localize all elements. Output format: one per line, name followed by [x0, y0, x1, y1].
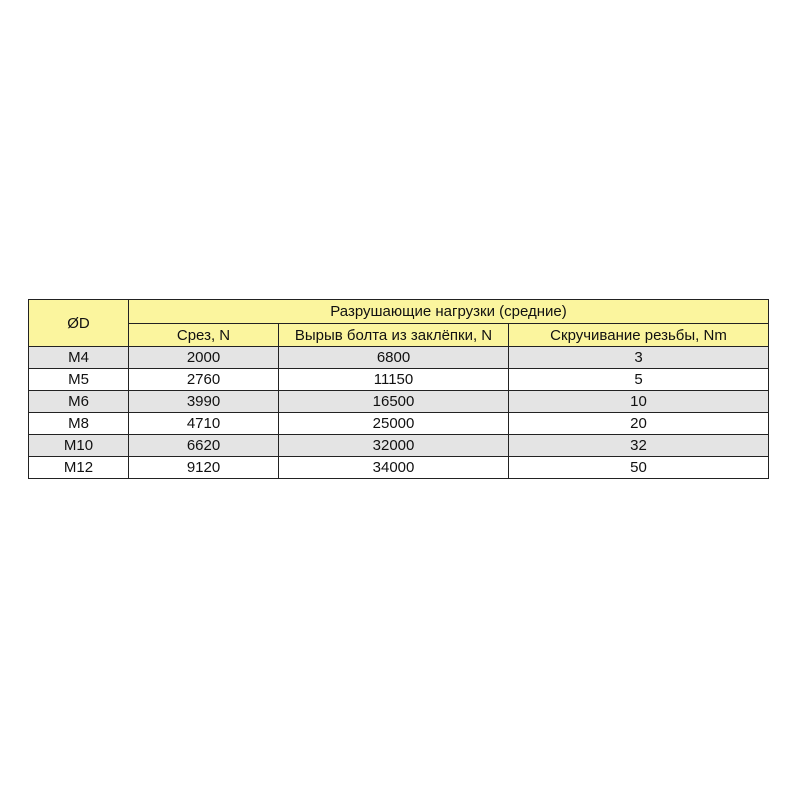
table-row — [29, 435, 769, 457]
cell-torque: 3 — [509, 347, 769, 369]
table-row — [29, 391, 769, 413]
cell-torque: 5 — [509, 369, 769, 391]
cell-pullout: 11150 — [279, 369, 509, 391]
diameter-header: ØD — [29, 300, 129, 347]
cell-size: M12 — [29, 457, 129, 479]
cell-size: M6 — [29, 391, 129, 413]
cell-torque: 50 — [509, 457, 769, 479]
cell-pullout: 16500 — [279, 391, 509, 413]
table-row — [29, 457, 769, 479]
header-row-sub — [29, 324, 769, 347]
cell-size: M10 — [29, 435, 129, 457]
column-header-pullout: Вырыв болта из заклёпки, N — [279, 324, 509, 347]
cell-size: M5 — [29, 369, 129, 391]
cell-pullout: 25000 — [279, 413, 509, 435]
breaking-loads-table — [28, 299, 769, 479]
cell-torque: 32 — [509, 435, 769, 457]
cell-pullout: 34000 — [279, 457, 509, 479]
cell-torque: 20 — [509, 413, 769, 435]
column-header-shear: Срез, N — [129, 324, 279, 347]
cell-shear: 4710 — [129, 413, 279, 435]
table-body — [29, 347, 769, 479]
table-row — [29, 347, 769, 369]
table-row — [29, 369, 769, 391]
cell-shear: 6620 — [129, 435, 279, 457]
column-header-torque: Скручивание резьбы, Nm — [509, 324, 769, 347]
header-row-top — [29, 300, 769, 324]
table-row — [29, 413, 769, 435]
table-header — [29, 300, 769, 347]
cell-pullout: 6800 — [279, 347, 509, 369]
cell-size: M8 — [29, 413, 129, 435]
cell-shear: 3990 — [129, 391, 279, 413]
cell-shear: 2760 — [129, 369, 279, 391]
cell-shear: 9120 — [129, 457, 279, 479]
cell-pullout: 32000 — [279, 435, 509, 457]
cell-size: M4 — [29, 347, 129, 369]
cell-shear: 2000 — [129, 347, 279, 369]
breaking-loads-group-header: Разрушающие нагрузки (средние) — [129, 300, 769, 324]
cell-torque: 10 — [509, 391, 769, 413]
